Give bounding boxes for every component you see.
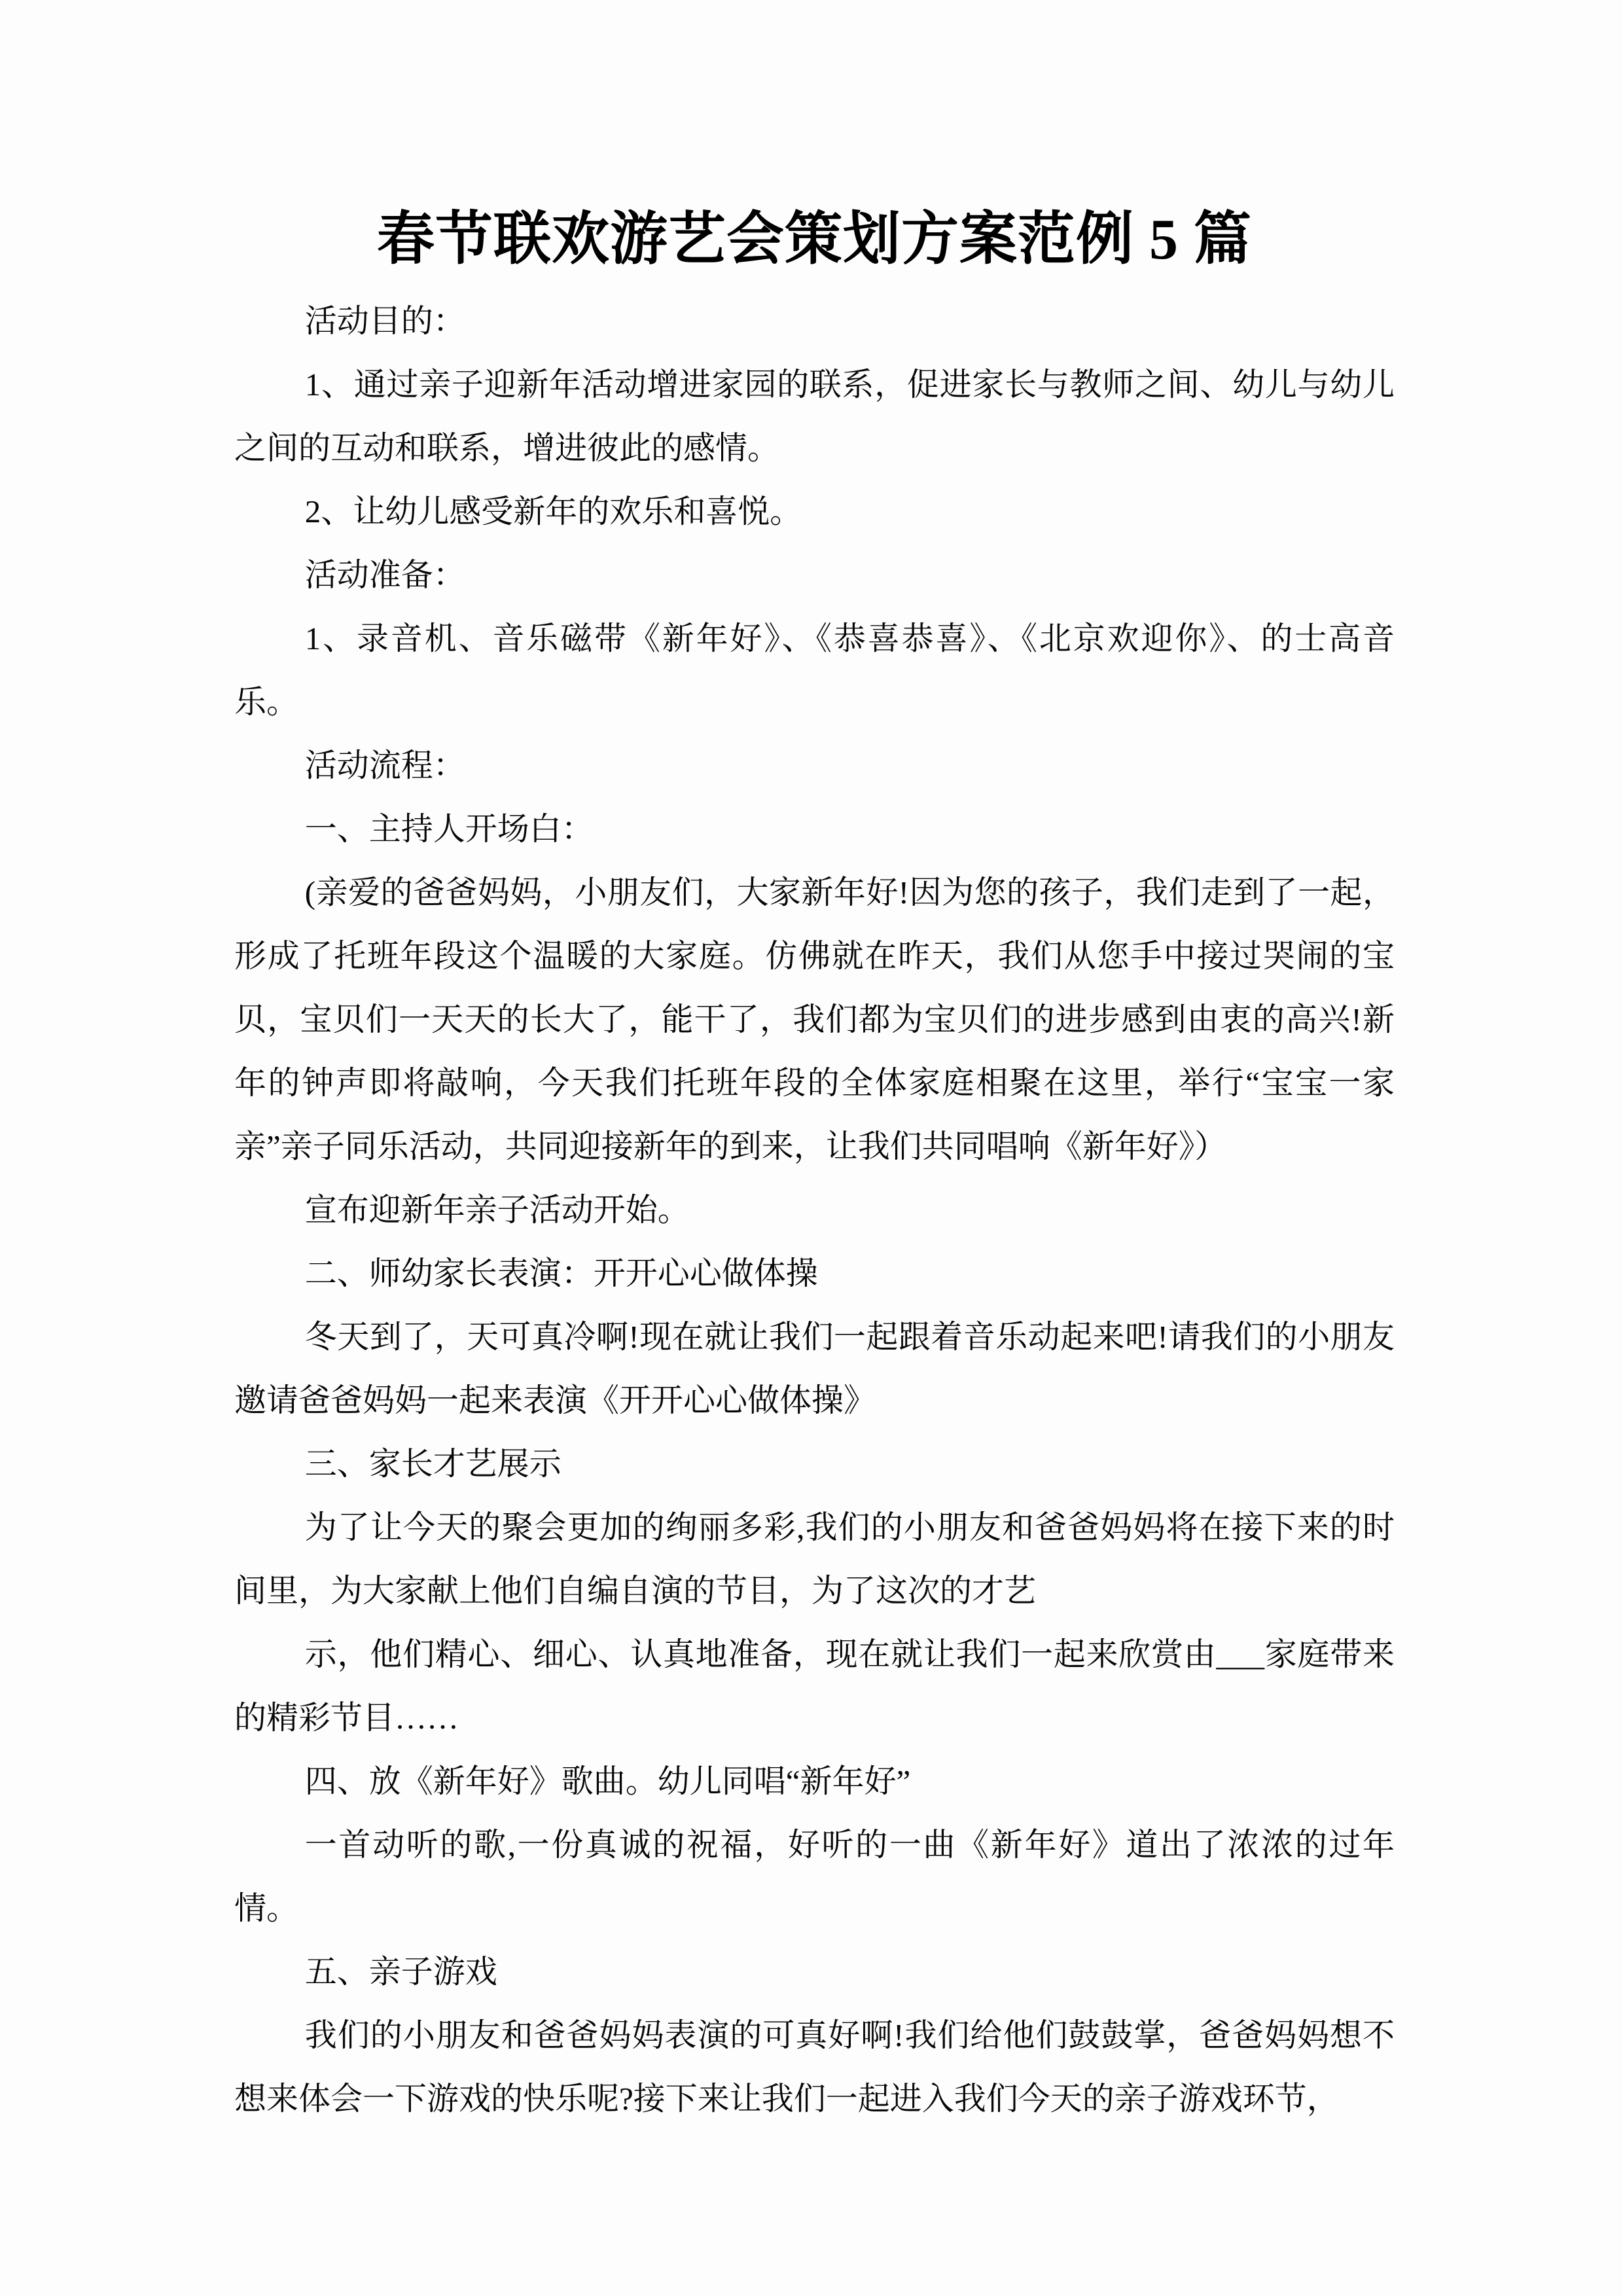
paragraph: 2、让幼儿感受新年的欢乐和喜悦。 <box>304 493 802 529</box>
paragraph: 活动流程： <box>304 747 465 783</box>
paragraph: (亲爱的爸爸妈妈，小朋友们，大家新年好!因为您的孩子，我们走到了一起，形成了托班年段这个温暖的大家庭。仿佛就在昨天，我们从您手中接过哭闹的宝贝，宝贝们一天天的长大了，能干了，我们都为宝贝们的进步感到由衷的高兴!新年的钟声即将敲响，今天我们托班年段的全体家庭相聚在这里，举行“宝宝一家亲”亲子同乐活动，共同迎接新年的到来，让我们共同唱响《新年好》） <box>234 874 1395 1164</box>
paragraph: 为了让今天的聚会更加的绚丽多彩,我们的小朋友和爸爸妈妈将在接下来的时间里，为大家献上他们自编自演的节目，为了这次的才艺 <box>234 1509 1395 1609</box>
paragraph: 1、录音机、音乐磁带《新年好》、《恭喜恭喜》、《北京欢迎你》、的士高音乐。 <box>234 620 1395 720</box>
paragraph: 活动目的： <box>304 303 465 339</box>
paragraph: 宣布迎新年亲子活动开始。 <box>304 1192 690 1228</box>
document-body <box>234 289 1395 2130</box>
paragraph: 三、家长才艺展示 <box>304 1446 562 1482</box>
paragraph: 二、师幼家长表演：开开心心做体操 <box>304 1255 818 1291</box>
paragraph: 1、通过亲子迎新年活动增进家园的联系，促进家长与教师之间、幼儿与幼儿之间的互动和联系，增进彼此的感情。 <box>234 367 1395 466</box>
paragraph: 五、亲子游戏 <box>304 1954 497 1990</box>
paragraph: 示，他们精心、细心、认真地准备，现在就让我们一起来欣赏由___家庭带来的精彩节目…… <box>234 1636 1395 1736</box>
paragraph: 活动准备： <box>304 557 465 593</box>
paragraph: 一首动听的歌,一份真诚的祝福，好听的一曲《新年好》道出了浓浓的过年情。 <box>234 1827 1395 1926</box>
paragraph: 四、放《新年好》歌曲。幼儿同唱“新年好” <box>304 1763 911 1799</box>
paragraph: 一、主持人开场白： <box>304 811 594 847</box>
document-title: 春节联欢游艺会策划方案范例 5 篇 <box>376 208 1252 272</box>
paragraph: 我们的小朋友和爸爸妈妈表演的可真好啊!我们给他们鼓鼓掌，爸爸妈妈想不想来体会一下游戏的快乐呢?接下来让我们一起进入我们今天的亲子游戏环节， <box>234 2017 1395 2117</box>
paragraph: 冬天到了，天可真冷啊!现在就让我们一起跟着音乐动起来吧!请我们的小朋友邀请爸爸妈妈一起来表演《开开心心做体操》 <box>234 1319 1395 1418</box>
